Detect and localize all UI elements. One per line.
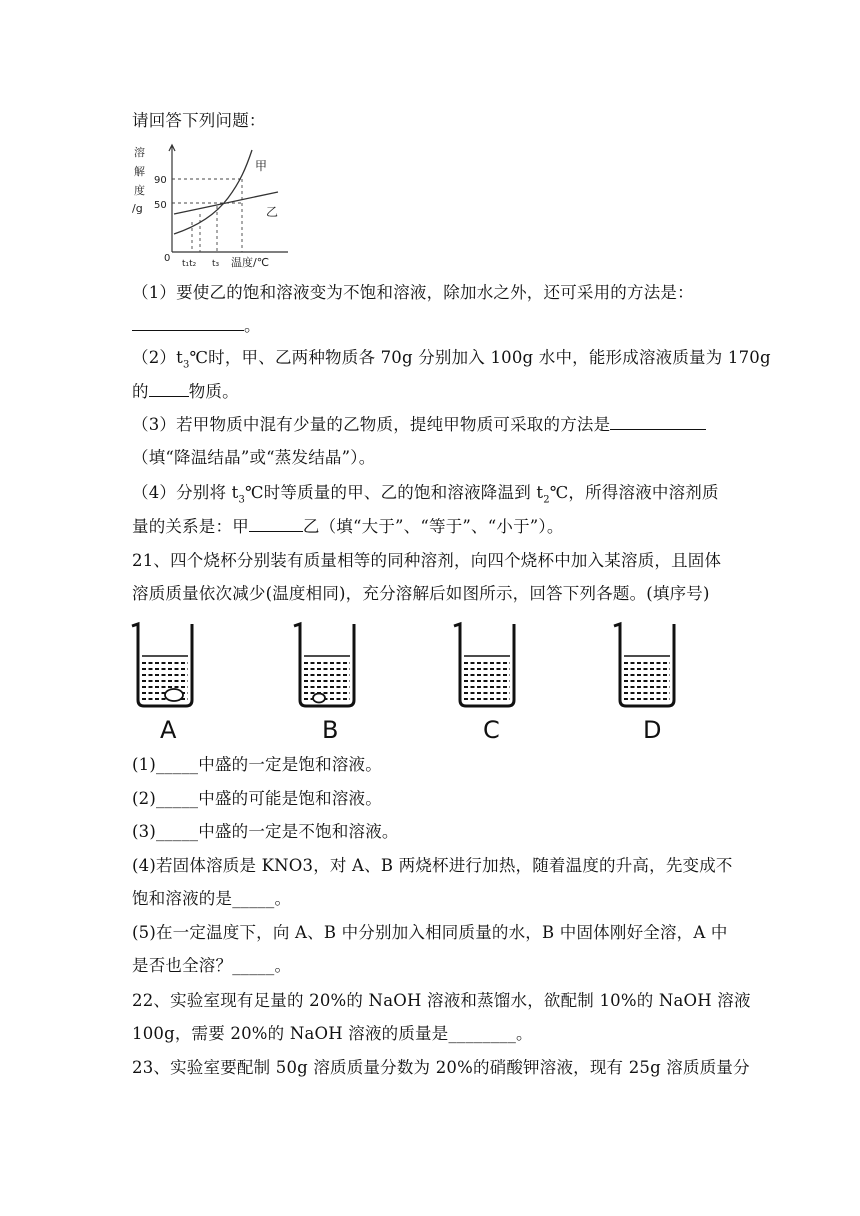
beakers-figure — [128, 614, 728, 744]
beaker-d — [614, 624, 674, 706]
y-label-char-4: /g — [132, 202, 143, 215]
q1-blank[interactable] — [132, 316, 244, 331]
q21-line2: 溶质质量依次减少(温度相同)，充分溶解后如图所示，回答下列各题。(填序号) — [132, 584, 710, 603]
y-tick-50: 50 — [154, 200, 167, 211]
beaker-label-c: C — [483, 716, 500, 744]
q3-line1: （3）若甲物质中混有少量的乙物质，提纯甲物质可采取的方法是 — [132, 414, 706, 436]
q1-line1: （1）要使乙的饱和溶液变为不饱和溶液，除加水之外，还可采用的方法是： — [132, 283, 694, 302]
curve-jia — [174, 150, 252, 234]
beaker-label-b: B — [322, 716, 339, 744]
x-tick-t1t2: t₁t₂ — [182, 259, 197, 269]
origin-label: 0 — [164, 253, 171, 264]
intro-text: 请回答下列问题： — [132, 111, 266, 130]
x-tick-t3: t₃ — [212, 259, 220, 269]
q21-sub1: (1)_____中盛的一定是饱和溶液。 — [132, 755, 382, 774]
beaker-a — [132, 624, 192, 706]
solid-a — [165, 689, 183, 701]
q21-sub4-line1: (4)若固体溶质是 KNO3，对 A、B 两烧杯进行加热，随着温度的升高，先变成不 — [132, 856, 733, 875]
q4-line2: 量的关系是：甲 乙（填“大于”、“等于”、“小于”）。 — [132, 517, 564, 536]
curve-yi — [174, 192, 278, 214]
q4-line1: （4）分别将 $t_3℃$时等质量的甲、乙的饱和溶液降温到 $t_2℃$，所得溶液中溶剂质 — [132, 483, 719, 506]
curve-label-yi: 乙 — [266, 205, 279, 219]
q22-line1: 22、实验室现有足量的 20%的 NaOH 溶液和蒸馏水，欲配制 10%的 NaOH 溶液 — [132, 991, 751, 1010]
y-tick-90: 90 — [154, 175, 167, 186]
q2-line1: $(2)t_3℃$时，甲、乙两种物质各 70g 分别加入 100g 水中，能形成溶液质量为 170g — [132, 348, 771, 371]
x-axis-label: 温度/℃ — [231, 256, 270, 269]
beaker-b — [294, 624, 354, 706]
q22-line2: 100g，需要 20%的 NaOH 溶液的质量是________。 — [132, 1024, 533, 1043]
q21-sub3: (3)_____中盛的一定是不饱和溶液。 — [132, 822, 399, 841]
beaker-c — [454, 624, 514, 706]
q21-sub4-line2: 饱和溶液的是_____。 — [132, 889, 292, 908]
q2-line2: 的 物质。 — [132, 382, 239, 401]
q21-sub5-line2: 是否也全溶？_____。 — [132, 956, 292, 975]
q23-line1: 23、实验室要配制 50g 溶质质量分数为 20%的硝酸钾溶液，现有 25g 溶质质量分 — [132, 1058, 750, 1077]
y-label-char-1: 溶 — [134, 146, 145, 159]
q21-line1: 21、四个烧杯分别装有质量相等的同种溶剂，向四个烧杯中加入某溶质，且固体 — [132, 551, 722, 570]
q21-sub5-line1: (5)在一定温度下，向 A、B 中分别加入相同质量的水，B 中固体刚好全溶，A 中 — [132, 923, 728, 942]
beaker-label-a: A — [160, 716, 177, 744]
beaker-label-d: D — [643, 716, 662, 744]
y-label-char-2: 解 — [134, 165, 145, 178]
q3-blank[interactable] — [610, 415, 706, 430]
y-label-char-3: 度 — [134, 184, 145, 197]
curve-label-jia: 甲 — [255, 159, 268, 173]
q4-blank[interactable] — [249, 517, 303, 532]
solubility-graph — [128, 140, 288, 272]
q21-sub2: (2)_____中盛的可能是饱和溶液。 — [132, 789, 382, 808]
q1-line2: 。 — [132, 315, 261, 337]
q3-line2: （填“降温结晶”或“蒸发结晶”）。 — [132, 448, 376, 467]
solid-b — [313, 694, 325, 703]
q2-blank[interactable] — [149, 382, 189, 397]
